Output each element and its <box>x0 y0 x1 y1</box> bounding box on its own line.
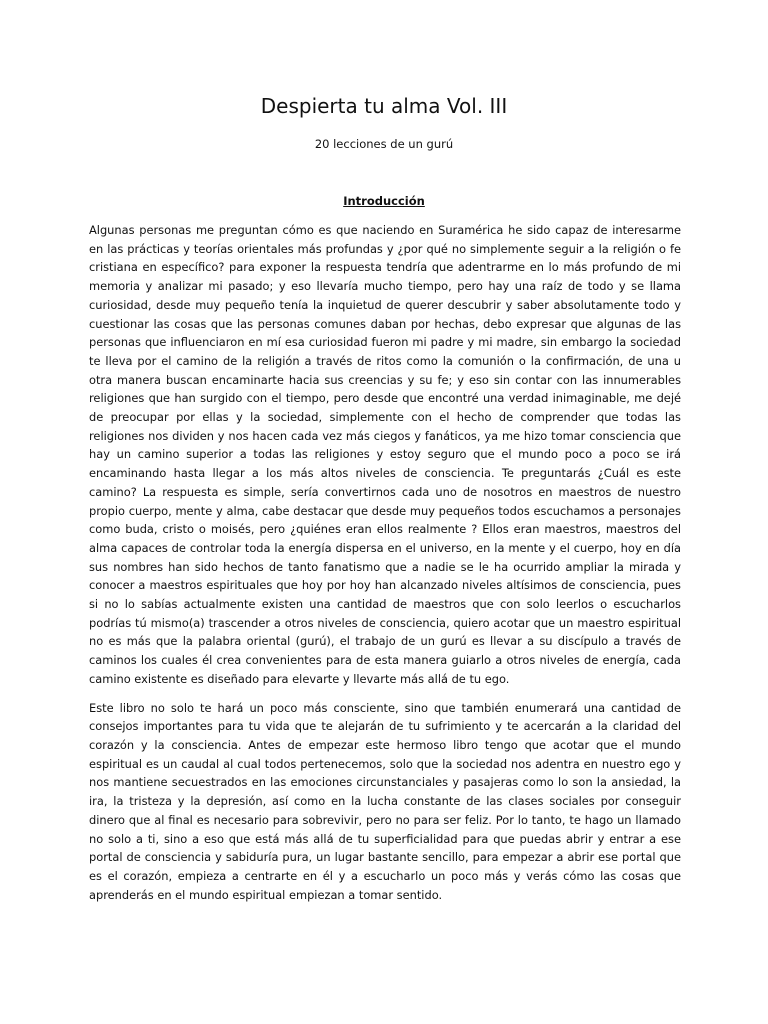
document-subtitle: 20 lecciones de un gurú <box>314 137 454 151</box>
document-body <box>89 221 681 914</box>
section-heading: Introducción <box>343 194 425 208</box>
document-title: Despierta tu alma Vol. III <box>260 94 508 118</box>
body-paragraph: Este libro no solo te hará un poco más consciente, sino que también enumerará una cantidad de consejos importantes para tu vida que te alejarán de tu sufrimiento y te acercarán a la claridad del corazón y la consciencia. Antes de empezar este hermoso libro tengo que acotar que el mundo espiritual es un caudal al cual todos pertenecemos, solo que la sociedad nos adentra en nuestro ego y nos mantiene secuestrados en las emociones circunstanciales y pasajeras como lo son la ansiedad, la ira, la tristeza y la depresión, así como en la lucha constante de las clases sociales por conseguir dinero que al final es necesario para sobrevivir, pero no para ser feliz. Por lo tanto, te hago un llamado no solo a ti, sino a eso que está más allá de tu superficialidad para que puedas abrir y entrar a ese portal de consciencia y sabiduría pura, un lugar bastante sencillo, para empezar a abrir ese portal que es el corazón, empieza a centrarte en él y a escucharlo un poco más y verás cómo las cosas que aprenderás en el mundo espiritual empiezan a tomar sentido. <box>89 700 681 902</box>
body-paragraph: Algunas personas me preguntan cómo es que naciendo en Suramérica he sido capaz de interesarme en las prácticas y teorías orientales más profundas y ¿por qué no simplemente seguir a la religión o fe cristiana en específico? para exponer la respuesta tendría que adentrarme en lo más profundo de mi memoria y analizar mi pasado; y eso llevaría mucho tiempo, pero hay una raíz de todo y se llama curiosidad, desde muy pequeño tenía la inquietud de querer descubrir y saber absolutamente todo y cuestionar las cosas que las personas comunes daban por hechas, debo expresar que algunas de las personas que influenciaron en mí esa curiosidad fueron mi padre y mi madre, sin embargo la sociedad te lleva por el camino de la religión a través de ritos como la comunión o la confirmación, de una u otra manera buscan encaminarte hacia sus creencias y su fe; y eso sin contar con las innumerables religiones que han surgido con el tiempo, pero desde que encontré una verdad inimaginable, me dejé de preocupar por ellas y la sociedad, simplemente con el hecho de comprender que todas las religiones nos dividen y nos hacen cada vez más ciegos y fanáticos, ya me hizo tomar consciencia que hay un camino superior a todas las religiones y estoy seguro que el mundo poco a poco se irá encaminando hasta llegar a los más altos niveles de consciencia. Te preguntarás ¿Cuál es este camino? La respuesta es simple, sería convertirnos cada uno de nosotros en maestros de nuestro propio cuerpo, mente y alma, cabe destacar que desde muy pequeños todos escuchamos a personajes como buda, cristo o moisés, pero ¿quiénes eran ellos realmente ? Ellos eran maestros, maestros del alma capaces de controlar toda la energía dispersa en el universo, en la mente y el cuerpo, hoy en día sus nombres han sido hechos de tanto fanatismo que a nadie se le ha ocurrido ampliar la mirada y conocer a maestros espirituales que hoy por hoy han alcanzado niveles altísimos de consciencia, pues si no lo sabías actualmente existen una cantidad de maestros que con solo leerlos o escucharlos podrías tú mismo(a) trascender a otros niveles de consciencia, quiero acotar que un maestro espiritual no es más que la palabra oriental (gurú), el trabajo de un gurú es llevar a su discípulo a través de caminos los cuales él crea convenientes para de esta manera guiarlo a otros niveles de energía, cada camino existente es diseñado para elevarte y llevarte más allá de tu ego. <box>89 223 681 686</box>
